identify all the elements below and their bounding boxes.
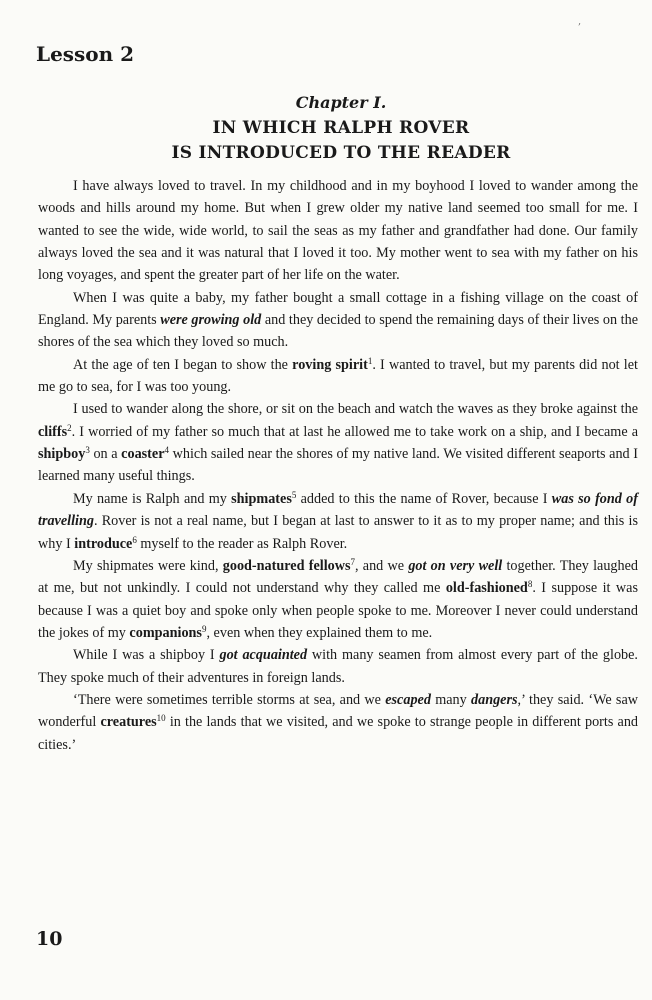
vocab-word: creatures xyxy=(100,714,157,731)
scan-mark: , xyxy=(578,16,582,27)
paragraph-2: When I was quite a baby, my father bought a small cottage in a fishing village on the coast of England. My parents were growing old and they decided to spend the remaining days of their lives on the shores of the sea which they loved so much. xyxy=(38,289,638,351)
vocab-word: shipboy xyxy=(38,446,86,463)
vocab-word: good-natured fellows xyxy=(222,557,351,574)
chapter-label: Chapter I. xyxy=(295,93,387,112)
vocab-phrase: escaped xyxy=(385,691,431,708)
paragraph-8: ‘There were sometimes terrible storms at sea, and we escaped many dangers,’ they said. ‘We saw wonderful creatures$^{10}$ in the lands that we visited, and we spoke to strange people in different ports and cities.’ xyxy=(38,691,639,753)
footnote-ref: 1 xyxy=(367,355,373,366)
footnote-ref: 4 xyxy=(164,445,169,456)
vocab-word: old-fashioned xyxy=(445,580,528,597)
footnote-ref: 2 xyxy=(67,422,72,433)
vocab-phrase: were growing old xyxy=(160,312,262,329)
paragraph-6: My shipmates were kind, good-natured fellows$^7$, and we got on very well together. They laughed at me, but not unkindly. I could not understand why they called me old-fashioned$^8$. I suppose it was because I was a quiet boy and spoke only when people spoke to me. Moreover I never could understand the jokes of my companions$^9$, even when they explained them to me. xyxy=(38,556,638,641)
chapter-title-line-1: IN WHICH RALPH ROVER xyxy=(212,118,470,138)
footnote-ref: 6 xyxy=(132,534,137,545)
vocab-word: coaster xyxy=(121,446,165,463)
footnote-ref: 8 xyxy=(527,579,533,590)
vocab-word: roving spirit xyxy=(292,356,368,373)
footnote-ref: 5 xyxy=(291,489,297,500)
vocab-phrase: was so fond of travelling xyxy=(38,490,638,530)
vocab-word: cliffs xyxy=(38,423,68,440)
paragraph-7: While I was a shipboy I got acquainted with many seamen from almost every part of the globe. They spoke much of their adventures in foreign lands. xyxy=(38,647,638,686)
footnote-ref: 3 xyxy=(85,445,90,456)
vocab-phrase: got on very well xyxy=(408,557,503,574)
footnote-ref: 10 xyxy=(156,713,166,724)
vocab-word: companions xyxy=(129,624,202,641)
footnote-ref: 7 xyxy=(350,556,355,567)
lesson-label: Lesson 2 xyxy=(36,42,135,66)
paragraph-3: At the age of ten I began to show the roving spirit$^1$. I wanted to travel, but my parents did not let me go to sea, for I was too young. xyxy=(38,355,638,396)
story-text xyxy=(38,175,638,756)
vocab-word: introduce xyxy=(74,535,133,552)
footnote-ref: 9 xyxy=(201,623,207,634)
page-number: 10 xyxy=(36,928,63,950)
vocab-word: shipmates xyxy=(231,490,292,507)
paragraph-4: I used to wander along the shore, or sit on the beach and watch the waves as they broke against the cliffs$^2$. I worried of my father so much that at last he allowed me to take work on a ship, and I became a shipboy$^3$ on a coaster$^4$ which sailed near the shores of my native land. We visited different seaports and I learned many useful things. xyxy=(38,401,638,485)
chapter-title-line-2: IS INTRODUCED TO THE READER xyxy=(171,143,511,163)
vocab-phrase: got acquainted xyxy=(219,647,308,664)
paragraph-5: My name is Ralph and my shipmates$^5$ added to this the name of Rover, because I was so fond of travelling. Rover is not a real name, but I began at last to answer to it as to my proper name; and this is why I introduce$^6$ myself to the reader as Ralph Rover. xyxy=(38,489,638,552)
paragraph-1: I have always loved to travel. In my childhood and in my boyhood I loved to wander among the woods and hills around my home. But when I grew older my native land seemed too small for me. I wanted to see the wide, wide world, to sail the seas as my father and grandfather had done. Our family always loved the sea and it was natural that I loved it too. My mother went to sea with my father on his long voyages, and spent the greater part of her life on the water. xyxy=(38,178,638,284)
vocab-phrase: dangers xyxy=(471,691,518,708)
